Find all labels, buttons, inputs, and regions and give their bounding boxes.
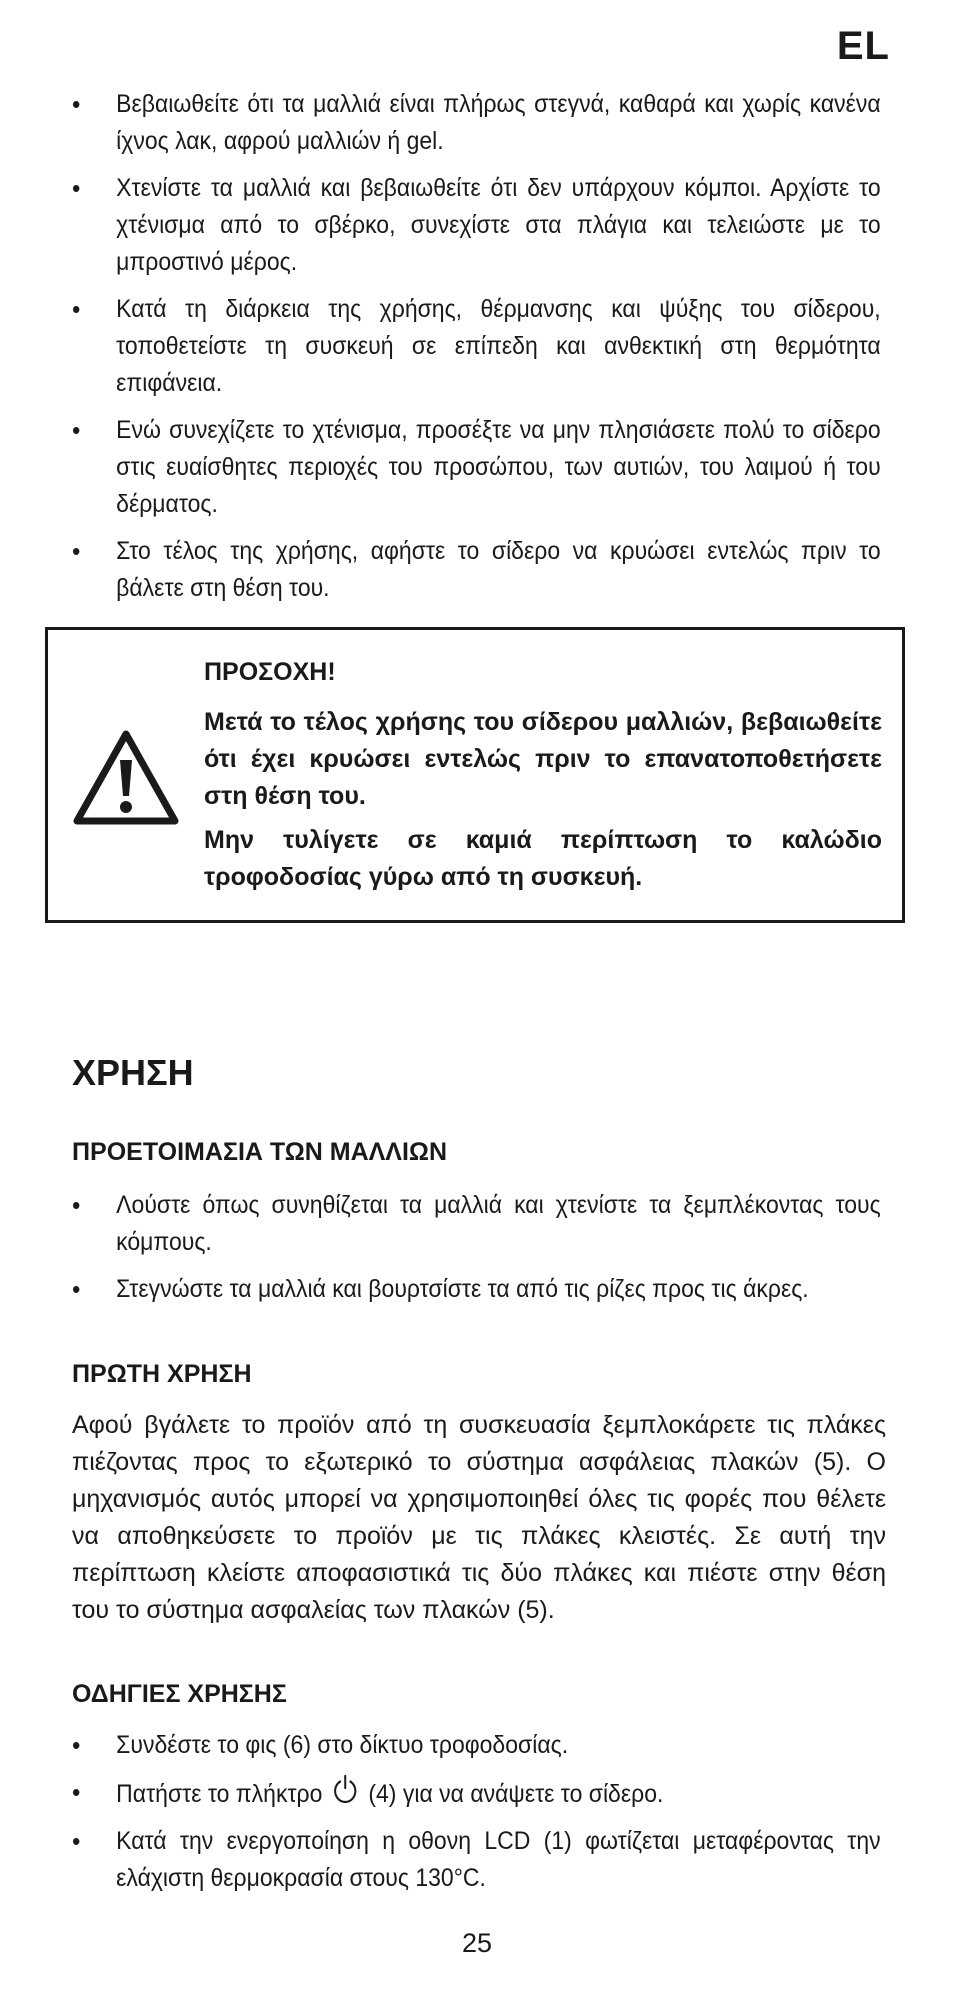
list-item-text: Πατήστε το πλήκτρο [116,1780,323,1808]
list-item [72,1774,881,1813]
list-item: • Βεβαιωθείτε ότι τα μαλλιά είναι πλήρως στεγνά, καθαρά και χωρίς κανένα ίχνος λακ, αφρού μαλλιών ή gel. [72,86,881,160]
list-item: • Στο τέλος της χρήσης, αφήστε το σίδερο να κρυώσει εντελώς πριν το βάλετε στη θέση του. [72,533,881,607]
hair-preparation-list [72,1187,886,1318]
precautions-list [72,86,886,617]
warning-text: Μην τυλίγετε σε καμιά περίπτωση το καλώδιο τροφοδοσίας γύρω από τη συσκευή. [204,826,882,891]
list-item: • Ενώ συνεχίζετε το χτένισμα, προσέξτε να μην πλησιάσετε πολύ το σίδερο στις ευαίσθητες περιοχές του προσώπου, των αυτιών, του λαιμού ή του δέρματος. [72,412,881,523]
warning-title: ΠΡΟΣΟΧΗ! [204,658,336,686]
list-item: • Κατά τη διάρκεια της χρήσης, θέρμανσης και ψύξης του σίδερου, τοποθετείστε τη συσκευή σε επίπεδη και ανθεκτική στη θερμότητα επιφάνεια. [72,291,881,402]
section-title: ΧΡΗΣΗ [72,1052,194,1093]
list-item-text: (4) για να ανάψετε το σίδερο. [368,1780,664,1808]
subsection-heading: ΠΡΟΕΤΟΙΜΑΣΙΑ ΤΩΝ ΜΑΛΛΙΩΝ [72,1138,448,1166]
usage-instructions-list [72,1727,886,1907]
warning-triangle-icon [72,728,180,828]
list-item: • Λούστε όπως συνηθίζεται τα μαλλιά και χτενίστε τα ξεμπλέκοντας τους κόμπους. [72,1187,881,1261]
warning-box [45,627,905,923]
subsection-heading: ΟΔΗΓΙΕΣ ΧΡΗΣΗΣ [72,1680,287,1708]
subsection-heading: ΠΡΩΤΗ ΧΡΗΣΗ [72,1360,252,1388]
warning-text: Μετά το τέλος χρήσης του σίδερου μαλλιών, βεβαιωθείτε ότι έχει κρυώσει εντελώς πριν το επανατοποθετήσετε στη θέση του. [204,708,882,810]
language-code: EL [836,24,890,68]
power-icon [333,1774,359,1804]
list-item: • Κατά την ενεργοποίηση η οθονη LCD (1) φωτίζεται μεταφέροντας την ελάχιστη θερμοκρασία στους 130°C. [72,1823,881,1897]
list-item: • Χτενίστε τα μαλλιά και βεβαιωθείτε ότι δεν υπάρχουν κόμποι. Αρχίστε το χτένισμα από το σβέρκο, συνεχίστε στα πλάγια και τελειώστε με το μπροστινό μέρος. [72,170,881,281]
list-item: • Στεγνώστε τα μαλλιά και βουρτσίστε τα από τις ρίζες προς τις άκρες. [72,1271,881,1308]
page-number: 25 [461,1928,493,1958]
list-item: • Συνδέστε το φις (6) στο δίκτυο τροφοδοσίας. [72,1727,881,1764]
first-use-paragraph: Αφού βγάλετε το προϊόν από τη συσκευασία ξεμπλοκάρετε τις πλάκες πιέζοντας προς το εξωτερικό το σύστημα ασφάλειας πλακών (5). Ο μηχανισμός αυτός μπορεί να χρησιμοποιηθεί όλες τις φορές που θέλετε να αποθηκεύσετε το προϊόν με τις πλάκες κλειστές. Σε αυτή την περίπτωση κλείστε αποφασιστικά τις δύο πλάκες και πιέστε στην θέση του το σύστημα ασφαλείας των πλακών (5). [72,1411,886,1624]
